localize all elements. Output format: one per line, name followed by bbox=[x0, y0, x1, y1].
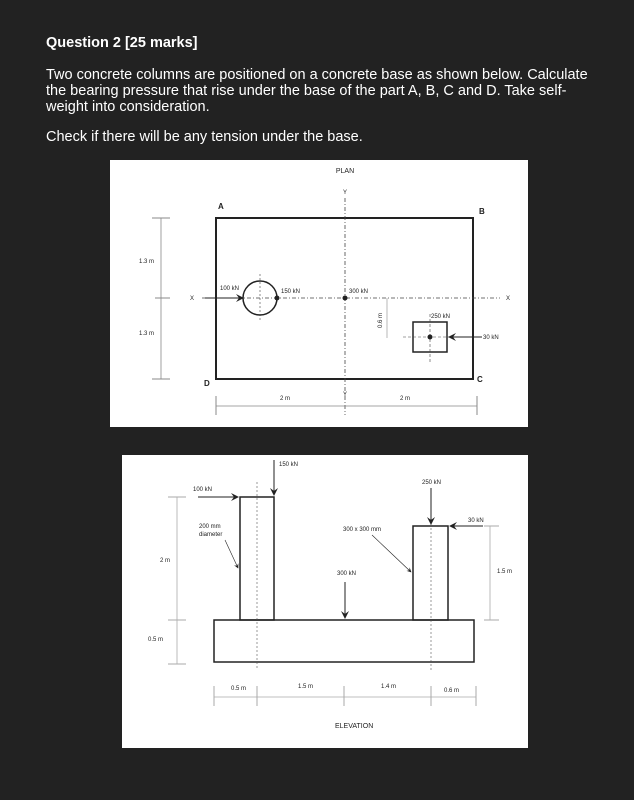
plan-load-30: 30 kN bbox=[483, 335, 499, 341]
axis-y-top: Y bbox=[342, 190, 348, 196]
plan-title: PLAN bbox=[335, 168, 355, 175]
elev-dim-2: 1.4 m bbox=[381, 684, 397, 690]
plan-dim-top: 1.3 m bbox=[139, 259, 155, 265]
plan-load-100: 100 kN bbox=[220, 286, 240, 292]
elev-load-250: 250 kN bbox=[422, 480, 442, 486]
question-title: Question 2 [25 marks] bbox=[46, 35, 198, 51]
question-body: Two concrete columns are positioned on a concrete base as shown below. Calculate the bearing pressure that rise under the base of the part A, B, C and D. Take self-weight into consideration. bbox=[46, 67, 588, 115]
plan-dim-right: 2 m bbox=[400, 396, 411, 402]
elev-dim-3: 0.6 m bbox=[444, 688, 460, 694]
elev-dim-1: 1.5 m bbox=[298, 684, 314, 690]
elev-load-100: 100 kN bbox=[193, 487, 213, 493]
elev-load-150: 150 kN bbox=[279, 462, 299, 468]
plan-load-250: 250 kN bbox=[431, 314, 451, 320]
elev-dim-0: 0.5 m bbox=[231, 686, 247, 692]
corner-a: A bbox=[218, 202, 224, 211]
axis-x-left: X bbox=[189, 296, 194, 302]
corner-c: C bbox=[477, 375, 483, 384]
elev-dim-base: 0.5 m bbox=[148, 637, 164, 643]
plan-dim-left: 2 m bbox=[280, 396, 291, 402]
elev-load-300: 300 kN bbox=[337, 571, 357, 577]
axis-y-bottom: Y bbox=[342, 392, 348, 398]
elev-col2-label: 300 x 300 mm bbox=[343, 527, 382, 533]
plan-load-150: 150 kN bbox=[281, 289, 301, 295]
elev-load-30: 30 kN bbox=[468, 518, 484, 524]
elev-col1-label-1: 200 mm bbox=[199, 524, 221, 530]
elev-dim-col1: 2 m bbox=[160, 558, 171, 564]
elevation-title: ELEVATION bbox=[335, 723, 374, 730]
corner-d: D bbox=[204, 379, 210, 388]
elev-dim-col2: 1.5 m bbox=[497, 569, 513, 575]
corner-b: B bbox=[479, 207, 485, 216]
elev-col1-label-2: diameter bbox=[199, 532, 223, 538]
plan-dim-bottom: 1.3 m bbox=[139, 331, 155, 337]
question-check: Check if there will be any tension under the base. bbox=[46, 129, 363, 145]
plan-dim-offset: 0.6 m bbox=[378, 312, 384, 328]
plan-load-300: 300 kN bbox=[349, 289, 369, 295]
axis-x-right: X bbox=[506, 296, 511, 302]
